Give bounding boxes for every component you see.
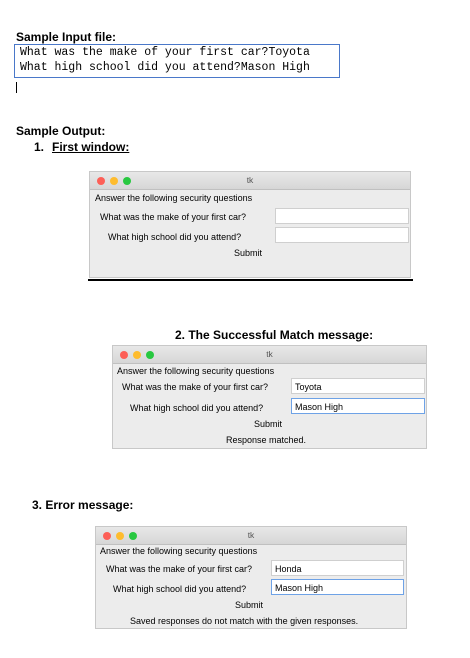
answer-1-input[interactable]: Honda: [271, 560, 404, 576]
window-title: tk: [247, 530, 255, 540]
prompt-label: Answer the following security questions: [95, 193, 253, 203]
result-message: Saved responses do not match with the given responses.: [130, 616, 359, 626]
answer-1-input[interactable]: Toyota: [291, 378, 425, 394]
sample-input-heading: Sample Input file:: [16, 30, 117, 44]
sample-output-heading: Sample Output:: [16, 124, 106, 138]
item-1-label: First window:: [52, 140, 130, 154]
question-1-label: What was the make of your first car?: [106, 564, 253, 574]
text-cursor: [16, 82, 17, 93]
sample-input-file-box: [14, 44, 340, 78]
question-1-label: What was the make of your first car?: [100, 212, 247, 222]
answer-1-input[interactable]: [275, 208, 409, 224]
input-line-1: What was the make of your first car?Toyota: [20, 46, 310, 59]
title-bar[interactable]: [113, 346, 426, 364]
item-2-label: 2. The Successful Match message:: [175, 328, 374, 342]
question-2-label: What high school did you attend?: [113, 584, 247, 594]
question-2-label: What high school did you attend?: [130, 403, 264, 413]
prompt-label: Answer the following security questions: [117, 366, 275, 376]
submit-button[interactable]: Submit: [234, 248, 263, 258]
title-bar[interactable]: [96, 527, 406, 545]
answer-2-input[interactable]: Mason High: [271, 579, 404, 595]
submit-button[interactable]: Submit: [254, 419, 283, 429]
submit-button[interactable]: Submit: [235, 600, 264, 610]
prompt-label: Answer the following security questions: [100, 546, 258, 556]
window-title: tk: [246, 175, 254, 185]
window-success: [112, 345, 427, 449]
title-bar[interactable]: [90, 172, 410, 190]
window-title: tk: [266, 349, 273, 359]
item-3-label: 3. Error message:: [32, 498, 134, 512]
item-1-number: 1.: [34, 140, 45, 154]
answer-2-input[interactable]: [275, 227, 409, 243]
question-1-label: What was the make of your first car?: [122, 382, 269, 392]
window-error: [95, 526, 407, 629]
input-line-2: What high school did you attend?Mason High: [20, 61, 310, 74]
result-message: Response matched.: [226, 435, 307, 445]
question-2-label: What high school did you attend?: [108, 232, 242, 242]
window-first: [89, 171, 411, 278]
answer-2-input[interactable]: Mason High: [291, 398, 425, 414]
divider-line: [88, 279, 413, 281]
